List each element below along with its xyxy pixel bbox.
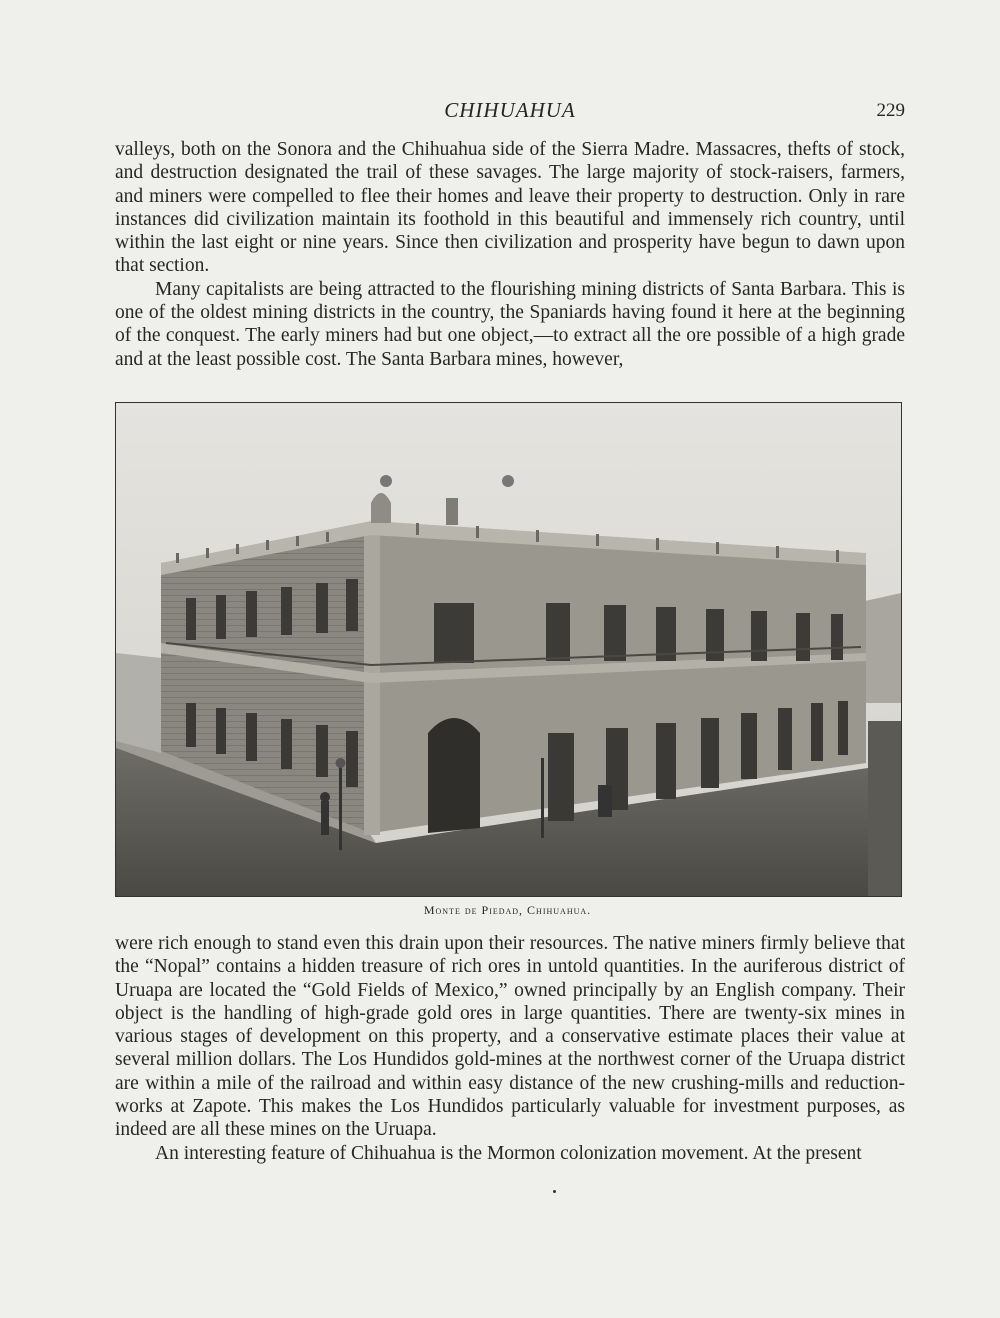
caption-text: Monte de Piedad, Chihuahua. <box>423 903 592 917</box>
page-number: 229 <box>876 100 905 121</box>
photo-illustration <box>116 403 901 896</box>
figure-caption <box>115 903 900 918</box>
top-text-block <box>115 138 905 371</box>
print-speck <box>553 1190 556 1193</box>
page-header <box>115 98 905 124</box>
building-photograph <box>115 402 902 897</box>
paragraph: An interesting feature of Chihuahua is the Mormon colonization movement. At the present <box>155 1142 862 1164</box>
bottom-text-block <box>115 932 905 1165</box>
running-head: CHIHUAHUA <box>444 98 576 122</box>
paragraph: valleys, both on the Sonora and the Chihuahua side of the Sierra Madre. Massacres, thefts of stock, and destruction designated the trail of these savages. The large majority of stock-raisers, farmers, and miners were compelled to flee their homes and leave their property to destruction. Only in rare instances did civilization maintain its foothold in this beautiful and immensely rich country, until within the last eight or nine years. Since then civilization and prosperity have begun to dawn upon that section. <box>115 139 905 277</box>
paragraph: Many capitalists are being attracted to the flourishing mining districts of Santa Barbara. This is one of the oldest mining districts in the country, the Spaniards having found it here at the beginning of the conquest. The early miners had but one object,—to extract all the ore possible of a high grade and at the least possible cost. The Santa Barbara mines, however, <box>115 278 905 370</box>
paragraph: were rich enough to stand even this drain upon their resources. The native miners firmly believe that the “Nopal” contains a hidden treasure of rich ores in untold quantities. In the auriferous district of Uruapa are located the “Gold Fields of Mexico,” owned principally by an English company. Their object is the handling of high-grade gold ores in large quantities. There are twenty-six mines in various stages of development on this property, and a conservative estimate places their value at several million dollars. The Los Hundidos gold-mines at the northwest corner of the Uruapa district are within a mile of the railroad and within easy distance of the new crushing-mills and reduction-works at Zapote. This makes the Los Hundidos particularly valuable for investment purposes, as indeed are all these mines on the Uruapa. <box>115 933 905 1141</box>
